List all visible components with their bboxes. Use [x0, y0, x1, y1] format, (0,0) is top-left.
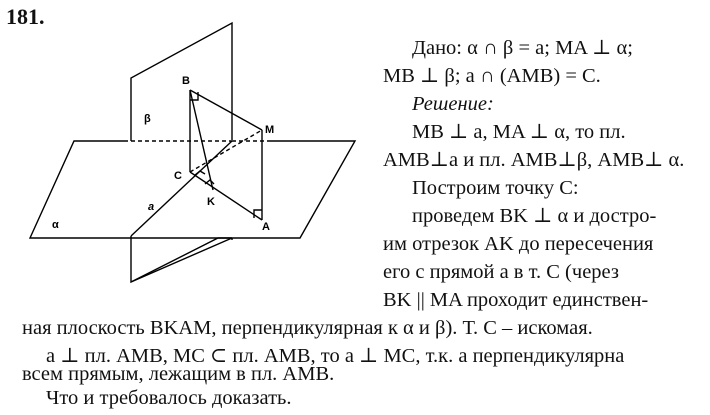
text-line-12: a ⊥ пл. AMB, MC ⊂ пл. AMB, то a ⊥ MC, т.к. a перпендикулярна [46, 345, 625, 367]
plane-alpha-front [30, 141, 355, 238]
text-line-8: им отрезок AK до пересечения [383, 233, 654, 255]
text-line-10: BK || MA проходит единствен- [383, 289, 649, 311]
plane-beta-bottom [131, 238, 232, 282]
text-line-5: AMB⊥a и пл. AMB⊥β, AMB⊥ α. [383, 149, 685, 171]
line-a [131, 141, 232, 236]
label-M: M [265, 124, 275, 136]
label-K: K [207, 196, 215, 208]
text-line-9: его с прямой a в т. C (через [383, 261, 619, 283]
text-line-14: Что и требовалось доказать. [46, 387, 292, 409]
segment-CA [190, 172, 262, 220]
label-alpha: α [52, 219, 59, 231]
right-angle-K [205, 180, 214, 184]
problem-number: 181. [6, 4, 45, 29]
text-line-6: Построим точку C: [412, 177, 579, 199]
text-line-3: Решение: [412, 93, 494, 115]
label-A: A [262, 221, 270, 233]
text-line-1: Дано: α ∩ β = a; MA ⊥ α; [412, 37, 633, 59]
right-angle-C [195, 171, 205, 175]
label-a: a [148, 201, 155, 213]
segment-BM [190, 90, 262, 130]
label-beta: β [144, 113, 151, 125]
geometry-figure [0, 20, 380, 300]
text-line-7: проведем BK ⊥ α и достро- [412, 205, 657, 227]
text-line-11: ная плоскость BKAM, перпендикулярная к α и β). Т. C – искомая. [22, 317, 593, 339]
label-B: B [182, 75, 190, 87]
label-C: C [174, 170, 182, 182]
text-line-4: MB ⊥ a, MA ⊥ α, то пл. [412, 121, 626, 143]
text-line-2: MB ⊥ β; a ∩ (AMB) = C. [383, 65, 601, 87]
text-line-13: всем прямым, лежащим в пл. AMB. [22, 363, 335, 385]
